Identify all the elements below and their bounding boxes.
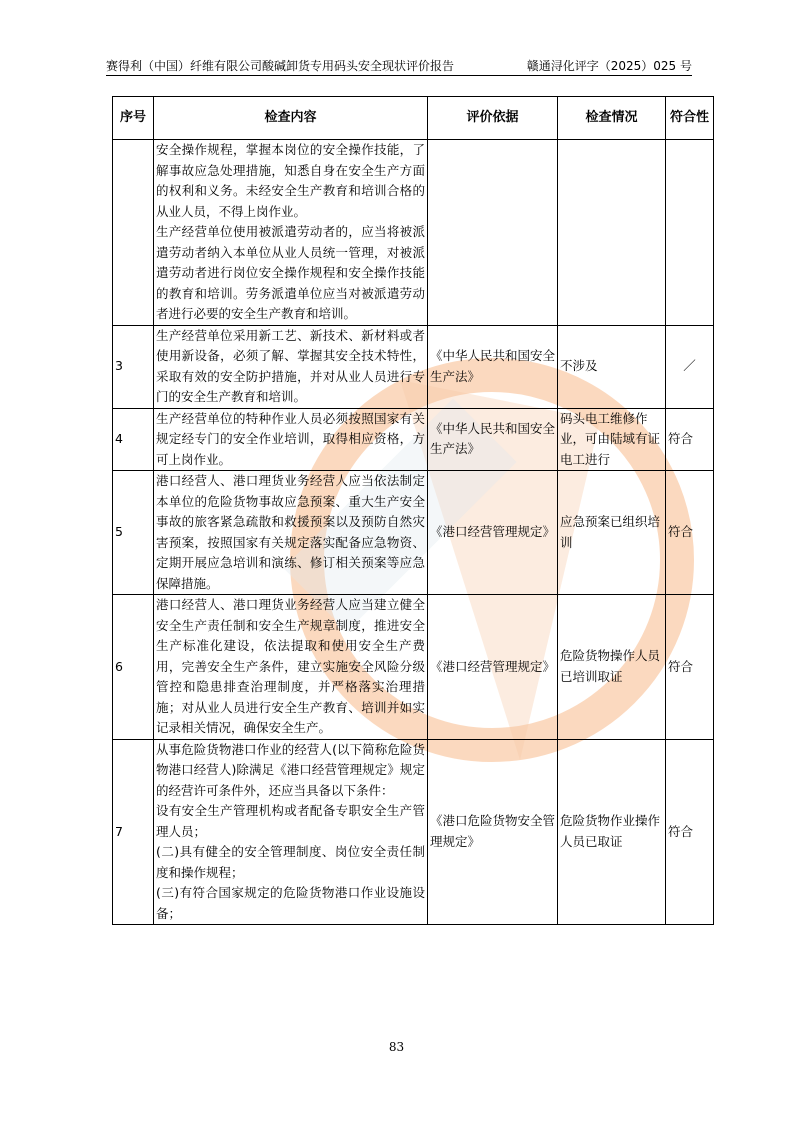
row-content: 安全操作规程，掌握本岗位的安全操作技能，了解事故应急处理措施，知悉自身在安全生产方面的权利和义务。未经安全生产教育和培训合格的从业人员，不得上岗作业。 生产经营单位使用被派遣劳动者的，应当将被派遣劳动者纳入本单位从业人员统一管理，对被派遣劳动者进行岗位安全操作规程和安全操作技能的教育和培训。劳务派遣单位应当对被派遣劳动者进行必要的安全生产教育和培训。 — [154, 140, 428, 326]
row-status — [558, 140, 666, 326]
row-content: 港口经营人、港口理货业务经营人应当建立健全安全生产责任制和安全生产规章制度，推进安全生产标准化建设，依法提取和使用安全生产费用，完善安全生产条件，建立实施安全风险分级管控和隐患排查治理制度，并严格落实治理措施；对从业人员进行安全生产教育、培训并如实记录相关情况，确保安全生产。 — [154, 595, 428, 740]
row-seq: 3 — [113, 325, 154, 408]
row-conformity — [666, 140, 714, 326]
row-status: 危险货物作业操作人员已取证 — [558, 739, 666, 925]
row-seq: 4 — [113, 408, 154, 471]
row-basis — [428, 140, 558, 326]
row-seq: 6 — [113, 595, 154, 740]
row-basis: 《中华人民共和国安全生产法》 — [428, 408, 558, 471]
col-header-seq: 序号 — [113, 97, 154, 140]
row-basis: 《中华人民共和国安全生产法》 — [428, 325, 558, 408]
report-number: 赣通浔化评字（2025）025 号 — [526, 59, 692, 73]
row-basis: 《港口危险货物安全管理规定》 — [428, 739, 558, 925]
row-conformity: ／ — [666, 325, 714, 408]
row-basis: 《港口经营管理规定》 — [428, 595, 558, 740]
row-content: 港口经营人、港口理货业务经营人应当依法制定本单位的危险货物事故应急预案、重大生产安全事故的旅客紧急疏散和救援预案以及预防自然灾害预案，按照国家有关规定落实配备应急物资、定期开展应急培训和演练、修订相关预案等应急保障措施。 — [154, 471, 428, 595]
table-row — [113, 595, 714, 740]
row-status: 应急预案已组织培训 — [558, 471, 666, 595]
row-seq: 5 — [113, 471, 154, 595]
table-row — [113, 471, 714, 595]
row-conformity: 符合 — [666, 739, 714, 925]
page-number: 83 — [388, 1040, 405, 1054]
row-status: 危险货物操作人员已培训取证 — [558, 595, 666, 740]
row-conformity: 符合 — [666, 595, 714, 740]
row-status: 不涉及 — [558, 325, 666, 408]
row-seq: 7 — [113, 739, 154, 925]
row-content: 生产经营单位采用新工艺、新技术、新材料或者使用新设备，必须了解、掌握其安全技术特性，采取有效的安全防护措施，并对从业人员进行专门的安全生产教育和培训。 — [154, 325, 428, 408]
col-header-basis: 评价依据 — [428, 97, 558, 140]
row-conformity: 符合 — [666, 408, 714, 471]
row-seq — [113, 140, 154, 326]
table-header-row — [113, 97, 714, 140]
row-content: 生产经营单位的特种作业人员必须按照国家有关规定经专门的安全作业培训，取得相应资格，方可上岗作业。 — [154, 408, 428, 471]
col-header-status: 检查情况 — [558, 97, 666, 140]
row-content: 从事危险货物港口作业的经营人(以下简称危险货物港口经营人)除满足《港口经营管理规定》规定的经营许可条件外，还应当具备以下条件： 设有安全生产管理机构或者配备专职安全生产管理人员； (二)具有健全的安全管理制度、岗位安全责任制度和操作规程； (三)有符合国家规定的危险货物港口作业设施设备； — [154, 739, 428, 925]
table-row — [113, 140, 714, 326]
col-header-conformity: 符合性 — [666, 97, 714, 140]
col-header-content: 检查内容 — [154, 97, 428, 140]
row-conformity: 符合 — [666, 471, 714, 595]
table-row — [113, 408, 714, 471]
report-title: 赛得利（中国）纤维有限公司酸碱卸货专用码头安全现状评价报告 — [106, 59, 455, 73]
inspection-table — [112, 96, 714, 925]
page-header — [106, 57, 692, 76]
row-status: 码头电工维修作业，可由陆域有证电工进行 — [558, 408, 666, 471]
table-row — [113, 325, 714, 408]
table-row — [113, 739, 714, 925]
row-basis: 《港口经营管理规定》 — [428, 471, 558, 595]
